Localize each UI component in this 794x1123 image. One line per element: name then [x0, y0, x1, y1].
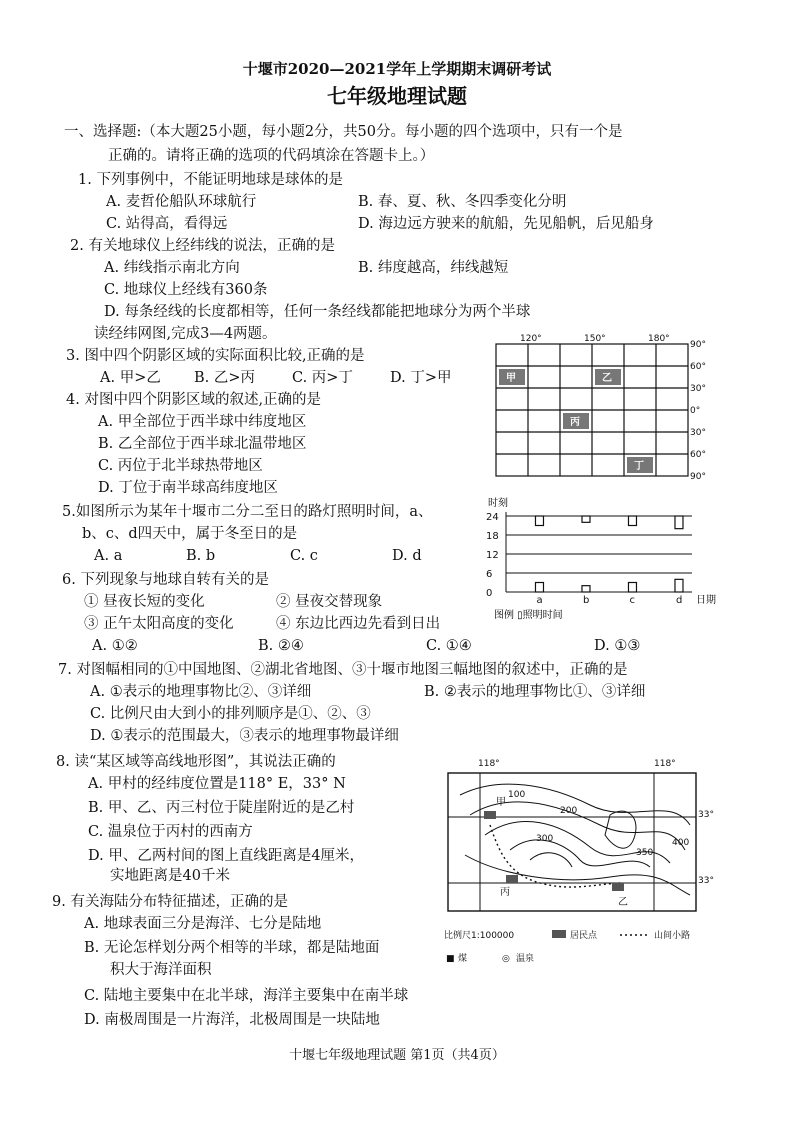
chart-ytick-label: 0: [486, 588, 493, 599]
q2-option-b: B. 纬度越高，纬线越短: [358, 260, 509, 276]
q7-option-b: B. ②表示的地理事物比①、③详细: [424, 684, 646, 700]
contour-lat-label-bottom: 33°: [698, 876, 714, 886]
lat-label-0: 0°: [690, 406, 701, 416]
q3-option-b: B. 乙>丙: [194, 370, 256, 386]
village-yi-marker: [612, 883, 624, 891]
q8-option-a: A. 甲村的经纬度位置是118° E，33° N: [88, 776, 346, 792]
contour-scale: 比例尺1:100000: [444, 931, 515, 941]
village-yi-label: 乙: [618, 897, 628, 908]
q4-option-b: B. 乙全部位于西半球北温带地区: [98, 436, 307, 452]
legend-path-label: 山间小路: [654, 931, 691, 941]
contour-label-100: 100: [508, 790, 526, 800]
lat-label-60s: 60°: [690, 450, 706, 460]
q6-stem: 6. 下列现象与地球自转有关的是: [62, 572, 269, 588]
chart-ytick-label: 6: [486, 569, 493, 580]
q3-option-d: D. 丁>甲: [390, 370, 452, 386]
q5-stem-line2: b、c、d四天中，属于冬至日的是: [82, 526, 298, 542]
q4-option-c: C. 丙位于北半球热带地区: [98, 458, 263, 474]
chart-category-label: d: [675, 595, 683, 606]
region-label-bing: 丙: [570, 417, 580, 428]
q6-statement-2: ② 昼夜交替现象: [276, 594, 383, 610]
chart-ytick-label: 18: [486, 531, 499, 542]
q9-stem: 9. 有关海陆分布特征描述，正确的是: [52, 894, 288, 910]
q7-option-a: A. ①表示的地理事物比②、③详细: [90, 684, 312, 700]
chart-bar-top-c: [628, 516, 636, 526]
section-instruction-line2: 正确的。请将正确的选项的代码填涂在答题卡上。）: [108, 148, 435, 164]
read-instruction-3-4: 读经纬网图,完成3—4两题。: [94, 326, 277, 342]
q7-stem: 7. 对图幅相同的①中国地图、②湖北省地图、③十堰市地图三幅地图的叙述中，正确的是: [58, 662, 628, 678]
legend-village-icon: [552, 930, 566, 938]
legend-spring-icon: ◎: [502, 954, 510, 964]
q2-option-c: C. 地球仪上经线有360条: [104, 282, 268, 298]
village-jia-label: 甲: [496, 797, 506, 808]
chart-bar-bottom-a: [535, 583, 543, 593]
q1-option-a: A. 麦哲伦船队环球航行: [106, 194, 257, 210]
q2-option-a: A. 纬线指示南北方向: [104, 260, 240, 276]
q1-option-c: C. 站得高，看得远: [106, 216, 228, 232]
q9-option-a: A. 地球表面三分是海洋、七分是陆地: [84, 916, 322, 932]
chart-category-label: a: [536, 595, 543, 606]
exam-title: 十堰市2020—2021学年上学期期末调研考试: [242, 60, 552, 78]
contour-label-300: 300: [536, 834, 554, 844]
contour-lon-label-right: 118°: [654, 759, 676, 769]
chart-category-label: b: [582, 595, 590, 606]
q9-option-d: D. 南极周围是一片海洋，北极周围是一块陆地: [84, 1012, 380, 1028]
q3-stem: 3. 图中四个阴影区域的实际面积比较,正确的是: [66, 348, 365, 364]
lat-label-30s: 30°: [690, 428, 706, 438]
chart-bar-top-b: [582, 516, 590, 522]
q2-stem: 2. 有关地球仪上经纬线的说法，正确的是: [70, 238, 335, 254]
q6-option-c: C. ①④: [426, 638, 472, 654]
section-instruction-line1: 一、选择题:（本大题25小题，每小题2分，共50分。每小题的四个选项中，只有一个是: [64, 124, 623, 140]
q7-option-c: C. 比例尺由大到小的排列顺序是①、②、③: [90, 706, 371, 722]
grid-lines: [496, 344, 688, 476]
chart-category-label: c: [629, 595, 635, 606]
q5-option-c: C. c: [290, 548, 318, 564]
q1-stem: 1. 下列事例中，不能证明地球是球体的是: [78, 172, 343, 188]
lat-label-30n: 30°: [690, 384, 706, 394]
q3-option-c: C. 丙>丁: [292, 370, 353, 386]
q4-option-a: A. 甲全部位于西半球中纬度地区: [98, 414, 307, 430]
q8-option-d-line1: D. 甲、乙两村间的图上直线距离是4厘米，: [88, 848, 365, 864]
region-label-yi: 乙: [602, 373, 612, 384]
legend-village-label: 居民点: [570, 931, 598, 941]
village-bing-label: 丙: [500, 887, 510, 898]
lat-label-90s: 90°: [690, 472, 706, 482]
chart-bar-top-d: [675, 516, 683, 529]
chart-bar-bottom-c: [628, 583, 636, 593]
q8-option-d-line2: 实地距离是40千米: [110, 868, 230, 884]
contour-lat-label-top: 33°: [698, 810, 714, 820]
q9-option-b-line1: B. 无论怎样划分两个相等的半球，都是陆地面: [84, 940, 380, 956]
lon-label-180: 180°: [648, 334, 670, 344]
q2-option-d: D. 每条经线的长度都相等，任何一条经线都能把地球分为两个半球: [104, 304, 531, 320]
q3-option-a: A. 甲>乙: [100, 370, 161, 386]
q6-statement-4: ④ 东边比西边先看到日出: [276, 616, 441, 632]
lat-label-90n: 90°: [690, 340, 706, 350]
q5-option-b: B. b: [186, 548, 216, 564]
legend-coal-label: 煤: [458, 954, 468, 964]
contour-label-400: 400: [672, 838, 690, 848]
q4-stem: 4. 对图中四个阴影区域的叙述,正确的是: [66, 392, 322, 408]
chart-legend: 图例 ▯照明时间: [494, 610, 563, 621]
chart-ytick-label: 24: [486, 512, 499, 523]
village-bing-marker: [506, 875, 518, 883]
lon-label-150: 150°: [584, 334, 606, 344]
chart-bar-top-a: [535, 516, 543, 526]
q5-stem-line1: 5.如图所示为某年十堰市二分二至日的路灯照明时间，a、: [62, 504, 433, 520]
q5-option-d: D. d: [392, 548, 422, 564]
region-label-jia: 甲: [506, 373, 516, 384]
q8-option-c: C. 温泉位于丙村的西南方: [88, 824, 253, 840]
q6-option-d: D. ①③: [594, 638, 641, 654]
q6-option-b: B. ②④: [258, 638, 304, 654]
q7-option-d: D. ①表示的范围最大，③表示的地理事物最详细: [90, 728, 399, 744]
contour-map-figure: [440, 755, 725, 975]
village-jia-marker: [484, 811, 496, 819]
q6-statement-3: ③ 正午太阳高度的变化: [84, 616, 234, 632]
q9-option-b-line2: 积大于海洋面积: [110, 962, 212, 978]
contour-frame: [448, 773, 696, 911]
region-label-ding: 丁: [634, 461, 644, 472]
q8-stem: 8. 读“某区域等高线地形图”，其说法正确的: [56, 754, 336, 770]
street-light-chart: [484, 494, 744, 622]
exam-subtitle: 七年级地理试题: [327, 84, 467, 108]
lat-lon-grid-figure: [490, 332, 715, 482]
lon-label-120: 120°: [520, 334, 542, 344]
lat-label-60n: 60°: [690, 362, 706, 372]
chart-xlabel: 日期: [696, 595, 716, 606]
legend-coal-icon: ■: [446, 954, 455, 964]
chart-bar-bottom-d: [675, 579, 683, 592]
q1-option-d: D. 海边远方驶来的航船，先见船帆，后见船身: [358, 216, 654, 232]
q8-option-b: B. 甲、乙、丙三村位于陡崖附近的是乙村: [88, 800, 355, 816]
chart-bar-bottom-b: [582, 586, 590, 592]
q9-option-c: C. 陆地主要集中在北半球，海洋主要集中在南半球: [84, 988, 409, 1004]
contour-lon-label-left: 118°: [478, 759, 500, 769]
legend-spring-label: 温泉: [516, 954, 535, 964]
q5-option-a: A. a: [94, 548, 123, 564]
contour-label-350: 350: [636, 848, 654, 858]
q6-option-a: A. ①②: [92, 638, 138, 654]
q1-option-b: B. 春、夏、秋、冬四季变化分明: [358, 194, 567, 210]
contour-label-200: 200: [560, 806, 578, 816]
chart-ytick-label: 12: [486, 550, 499, 561]
q6-statement-1: ① 昼夜长短的变化: [84, 594, 205, 610]
chart-ylabel: 时刻: [488, 498, 508, 509]
page-footer: 十堰七年级地理试题 第1页（共4页）: [289, 1048, 505, 1063]
contour-lines: [448, 773, 696, 911]
q4-option-d: D. 丁位于南半球高纬度地区: [98, 480, 278, 496]
